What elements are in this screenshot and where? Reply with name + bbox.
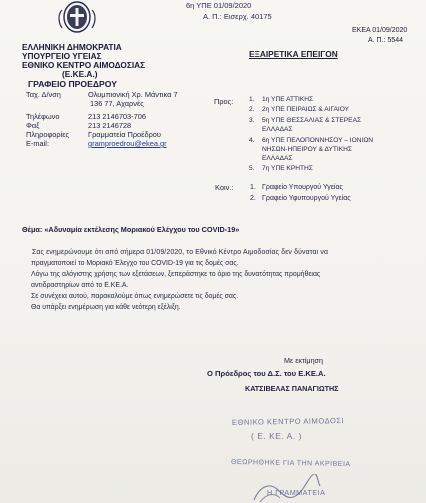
sender-line-3: ΕΘΝΙΚΟ ΚΕΝΤΡΟ ΑΙΜΟΔΟΣΙΑΣ [22, 60, 146, 70]
recipient-item: 7η ΥΠΕ ΚΡΗΤΗΣ [262, 165, 313, 172]
protocol-number-top2: Α. Π.: Εισερχ. 40175 [203, 12, 272, 21]
body-paragraph: Θα υπάρξει ενημέρωση για κάθε νεότερη εξέλιξη. [31, 304, 181, 311]
stamp-line-4: Η ΓΡΑΜΜΑΤΕΙΑ [267, 488, 326, 497]
ekea-date: ΕΚΕΑ 01/09/2020 [352, 27, 408, 34]
recipient-item: 5η ΥΠΕ ΘΕΣΣΑΛΙΑΣ & ΣΤΕΡΕΑΣ [262, 117, 362, 124]
recipient-num: 4. [249, 137, 255, 144]
recipient-item: 6η ΥΠΕ ΠΕΛΟΠΟΝΝΗΣΟΥ – ΙΟΝΙΩΝ [262, 137, 374, 144]
signatory-title: Ο Πρόεδρος του Δ.Σ. του Ε.ΚΕ.Α. [207, 369, 326, 378]
recipient-item: 2η ΥΠΕ ΠΕΙΡΑΙΩΣ & ΑΙΓΑΙΟΥ [262, 106, 350, 113]
protocol-number-top: 6η ΥΠΕ 01/09/2020 [186, 1, 252, 10]
sender-line-4: (Ε.ΚΕ.Α.) [62, 69, 98, 79]
sender-line-1: ΕΛΛΗΝΙΚΗ ΔΗΜΟΚΡΑΤΙΑ [22, 42, 122, 52]
address-value-2: 136 77, Αχαρνές [90, 99, 144, 108]
stamp-line-3: ΘΕΩΡΗΘΗΚΕ ΓΙΑ ΤΗΝ ΑΚΡΙΒΕΙΑ [230, 458, 351, 469]
stamp-line-1: ΕΘΝΙΚΟ ΚΕΝΤΡΟ ΑΙΜΟΔΟΣΙ [231, 416, 345, 427]
info-label: Πληροφορίες [26, 130, 70, 139]
greek-emblem-icon [56, 0, 98, 34]
sender-line-2: ΥΠΟΥΡΓΕΙΟ ΥΓΕΙΑΣ [22, 51, 102, 61]
recipient-num: 3. [249, 117, 255, 124]
cc-num: 1. [250, 184, 256, 191]
cc-item: Γραφείο Υπουργού Υγείας [262, 184, 343, 191]
body-paragraph: Σε συνέχεια αυτού, παρακαλούμε όπως ενημερώσετε τις δομές σας. [31, 293, 239, 300]
body-paragraph: αντιδραστηρίων από το Ε.ΚΕ.Α. [31, 282, 129, 289]
sender-line-5: ΓΡΑΦΕΙΟ ΠΡΟΕΔΡΟΥ [28, 79, 117, 89]
recipient-item: ΕΛΛΑΔΑΣ [262, 155, 293, 162]
address-value: Ολυμπιονική Χρ. Μάντικα 7 [88, 90, 178, 99]
subject-line: Θέμα: «Αδυναμία εκτέλεσης Μοριακού Ελέγχου του COVID-19» [22, 225, 240, 234]
body-paragraph: πραγματοποιεί το Μοριακό Έλεγχο του COVID-19 για τις δομές σας. [31, 260, 239, 267]
fax-label: Φαξ [26, 121, 40, 130]
ekea-protocol-number: Α. Π.: 5544 [368, 37, 404, 44]
recipient-item: ΝΗΣΩΝ-ΗΠΕΙΡΟΥ & ΔΥΤΙΚΗΣ [262, 146, 352, 153]
closing-regards: Με εκτίμηση [284, 356, 323, 365]
body-paragraph: Σας ενημερώνουμε ότι από σήμερα 01/09/2020, το Εθνικό Κέντρο Αιμοδοσίας δεν δύναται να [32, 249, 329, 256]
signatory-name: ΚΑΤΣΙΒΕΛΑΣ ΠΑΝΑΓΙΩΤΗΣ [245, 384, 339, 393]
phone-value: 213 2146703-706 [88, 112, 146, 121]
address-label: Ταχ. Δ/νση [26, 90, 61, 99]
email-label: E-mail: [26, 139, 49, 148]
cc-num: 2. [250, 195, 256, 202]
signature-scribble-icon [250, 474, 322, 503]
body-paragraph: Λόγω της αλόγιστης χρήσης των εξετάσεων, ξεπεράστηκε το όριο της δυνατότητας προμήθειας [31, 271, 321, 278]
recipient-num: 1. [249, 96, 255, 103]
recipient-item: 1η ΥΠΕ ΑΤΤΙΚΗΣ [262, 96, 314, 103]
phone-label: Τηλέφωνο [26, 112, 60, 121]
urgency-heading: ΕΞΑΙΡΕΤΙΚΑ ΕΠΕΙΓΟΝ [249, 49, 338, 59]
stamp-line-2: ( Ε. ΚΕ. Α. ) [251, 431, 302, 441]
email-link[interactable]: gramproedrou@ekea.gr [88, 139, 167, 148]
fax-value: 213 2146728 [88, 121, 132, 130]
cc-item: Γραφείο Υφυπουργού Υγείας [262, 195, 351, 202]
to-label: Προς: [214, 97, 234, 106]
cc-label: Κοιν.: [215, 183, 234, 192]
recipient-num: 5. [249, 165, 255, 172]
recipient-item: ΕΛΛΑΔΑΣ [262, 126, 293, 133]
info-value: Γραμματεία Προέδρου [88, 130, 161, 139]
recipient-num: 2. [249, 106, 255, 113]
